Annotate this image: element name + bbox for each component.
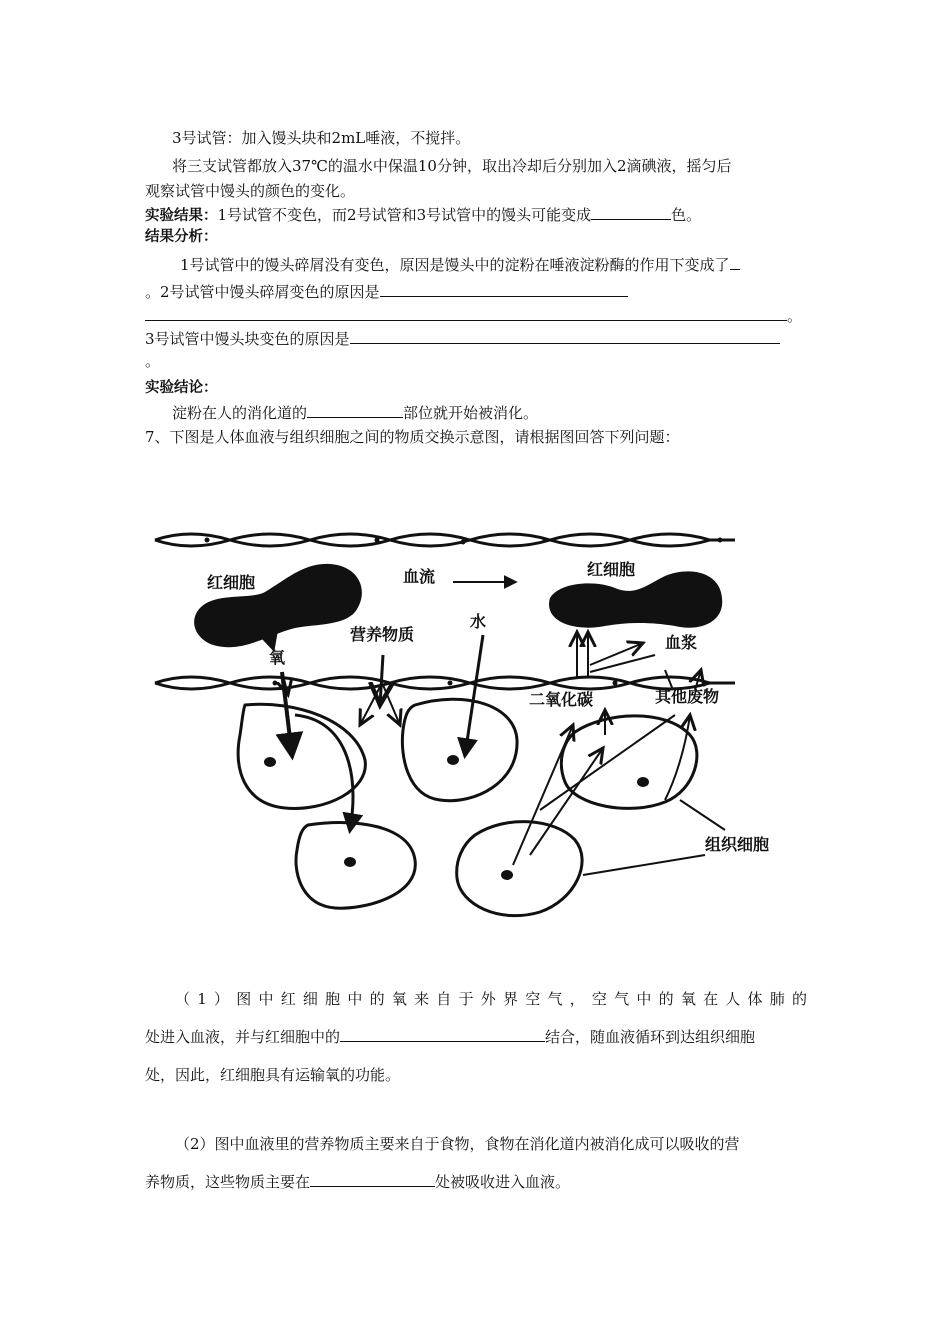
label-nutrients: 营养物质 bbox=[350, 625, 415, 644]
label-plasma: 血浆 bbox=[665, 633, 698, 652]
q1-line3: 处，因此，红细胞具有运输氧的功能。 bbox=[145, 1066, 401, 1084]
nutrient-arrow bbox=[380, 655, 383, 705]
analysis-tube1: 1号试管中的馒头碎屑没有变色，原因是馒头中的淀粉在唾液淀粉酶的作用下变成了 bbox=[180, 253, 740, 276]
result-label: 实验结果： bbox=[145, 208, 218, 224]
label-red-cell-right: 红细胞 bbox=[587, 560, 636, 579]
water-arrow bbox=[465, 635, 483, 755]
blank-tube1[interactable] bbox=[730, 253, 740, 270]
red-blood-cell-right bbox=[549, 571, 722, 627]
tissue-cell-pointer-2 bbox=[583, 855, 705, 875]
oxygen-arrow-deep bbox=[295, 715, 353, 830]
analysis-tube3: 3号试管中馒头块变色的原因是 bbox=[145, 327, 780, 350]
tissue-cell-3 bbox=[296, 823, 415, 909]
text-procedure: 将三支试管都放入37℃的温水中保温10分钟，取出冷却后分别加入2滴碘液，摇匀后 bbox=[172, 157, 732, 175]
analysis-tube2: 。2号试管中馒头碎屑变色的原因是 bbox=[145, 280, 628, 303]
label-oxygen: 氧 bbox=[269, 648, 286, 667]
q2-line2: 养物质，这些物质主要在 处被吸收进入血液。 bbox=[145, 1163, 807, 1201]
question-2 bbox=[145, 1125, 807, 1201]
text-procedure-cont: 观察试管中馒头的颜色的变化。 bbox=[145, 182, 356, 200]
label-blood-flow: 血流 bbox=[403, 567, 436, 586]
label-tissue-cells: 组织细胞 bbox=[705, 835, 770, 854]
label-other-waste: 其他废物 bbox=[655, 687, 720, 706]
blank-hemoglobin[interactable] bbox=[340, 1025, 545, 1042]
analysis-tube2-cont: 。 bbox=[145, 304, 802, 327]
analysis-tube3-end: 。 bbox=[145, 352, 161, 370]
question-1 bbox=[145, 980, 807, 1094]
blank-color[interactable] bbox=[591, 203, 671, 220]
capillary-wall-top bbox=[155, 534, 735, 546]
q1-line2: 处进入血液，并与红细胞中的 结合，随血液循环到达组织细胞 bbox=[145, 1018, 807, 1056]
blood-tissue-exchange-diagram bbox=[145, 500, 770, 925]
label-co2: 二氧化碳 bbox=[529, 690, 594, 709]
oxygen-arrow-in bbox=[282, 672, 292, 755]
q2-line1: （2）图中血液里的营养物质主要来自于食物，食物在消化道内被消化成可以吸收的营 bbox=[175, 1135, 740, 1153]
label-red-cell-left: 红细胞 bbox=[207, 573, 256, 592]
conclusion-text: 淀粉在人的消化道的 部位就开始被消化。 bbox=[172, 401, 538, 424]
tissue-cell-5 bbox=[561, 716, 697, 809]
blank-tube2-cont[interactable] bbox=[145, 304, 787, 321]
label-water: 水 bbox=[470, 612, 487, 631]
blank-absorption-site[interactable] bbox=[310, 1170, 435, 1187]
plasma-arrow bbox=[590, 643, 643, 665]
analysis-label: 结果分析： bbox=[145, 229, 218, 245]
capillary-wall-bottom bbox=[155, 677, 735, 689]
tissue-cell-pointer-1 bbox=[680, 800, 725, 830]
blank-location[interactable] bbox=[307, 401, 403, 418]
tissue-cell-2 bbox=[402, 699, 517, 800]
blank-tube3[interactable] bbox=[350, 327, 780, 344]
experiment-result: 实验结果：1号试管不变色，而2号试管和3号试管中的馒头可能变成 色。 bbox=[145, 203, 701, 227]
blank-tube2[interactable] bbox=[380, 280, 628, 297]
text-tube3: 3号试管：加入馒头块和2mL唾液，不搅拌。 bbox=[172, 129, 471, 147]
tissue-cell-4 bbox=[457, 822, 582, 916]
q1-line1: （1）图中红细胞中的氧来自于外界空气，空气中的氧在人体肺的 bbox=[175, 990, 807, 1008]
question-7-title: 7、下图是人体血液与组织细胞之间的物质交换示意图，请根据图回答下列问题： bbox=[145, 428, 680, 446]
conclusion-label: 实验结论： bbox=[145, 380, 218, 396]
